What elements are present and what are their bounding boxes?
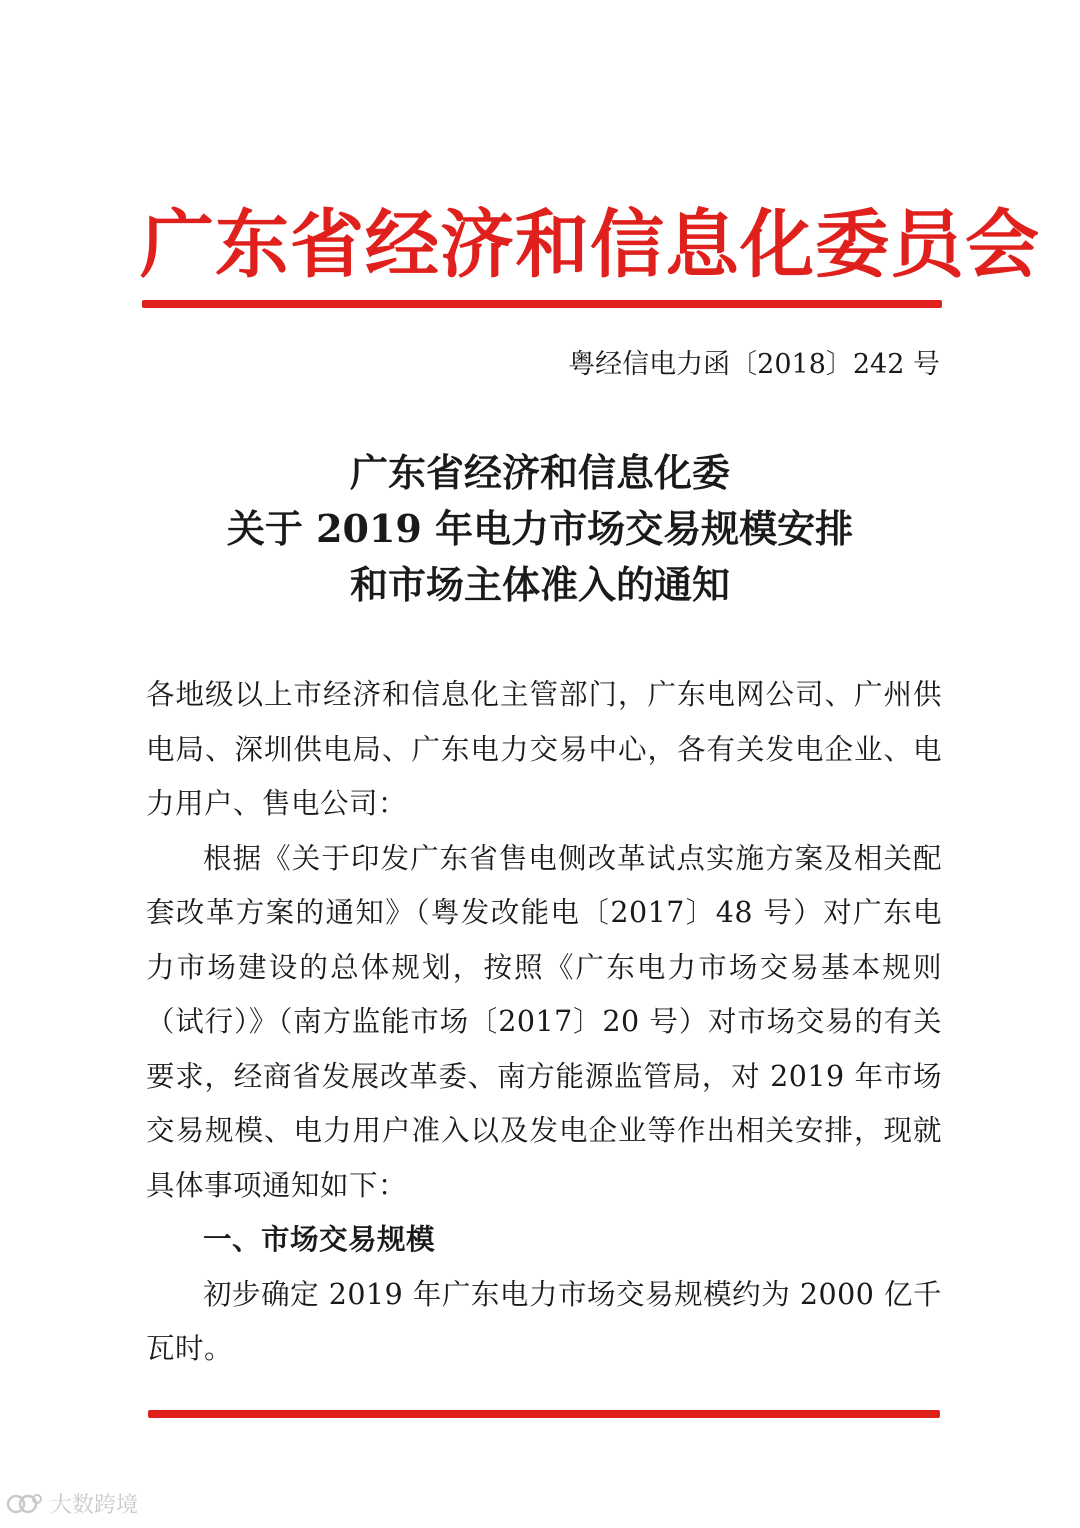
section-1-text: 初步确定 2019 年广东电力市场交易规模约为 2000 亿千瓦时。 <box>146 1277 942 1365</box>
watermark-text: 大数跨境 <box>50 1493 139 1518</box>
watermark-logo-icon <box>6 1491 44 1517</box>
document-title-line-2: 关于 2019 年电力市场交易规模安排 <box>226 506 854 551</box>
document-title-line-1: 广东省经济和信息化委 <box>349 450 730 495</box>
red-rule-top <box>142 300 942 308</box>
red-rule-bottom <box>148 1410 940 1418</box>
addressee-paragraph: 各地级以上市经济和信息化主管部门，广东电网公司、广州供电局、深圳供电局、广东电力交易中心，各有关发电企业、电力用户、售电公司： <box>146 678 942 820</box>
document-number: 粤经信电力函〔2018〕242 号 <box>568 349 940 380</box>
watermark <box>6 1488 138 1519</box>
document-title-line-3: 和市场主体准入的通知 <box>349 562 730 607</box>
document-title <box>140 445 940 613</box>
body-paragraph-1: 根据《关于印发广东省售电侧改革试点实施方案及相关配套改革方案的通知》（粤发改能电〔2017〕48 号）对广东电力市场建设的总体规划，按照《广东电力市场交易基本规则（试行）》（南方监能市场〔2017〕20 号）对市场交易的有关要求，经商省发展改革委、南方能源监管局，对 2019 年市场交易规模、电力用户准入以及发电企业等作出相关安排，现就具体事项通知如下： <box>146 841 942 1202</box>
section-heading-1: 一、市场交易规模 <box>203 1223 436 1256</box>
document-body <box>146 668 942 1377</box>
masthead-title: 广东省经济和信息化委员会 <box>140 202 1040 288</box>
